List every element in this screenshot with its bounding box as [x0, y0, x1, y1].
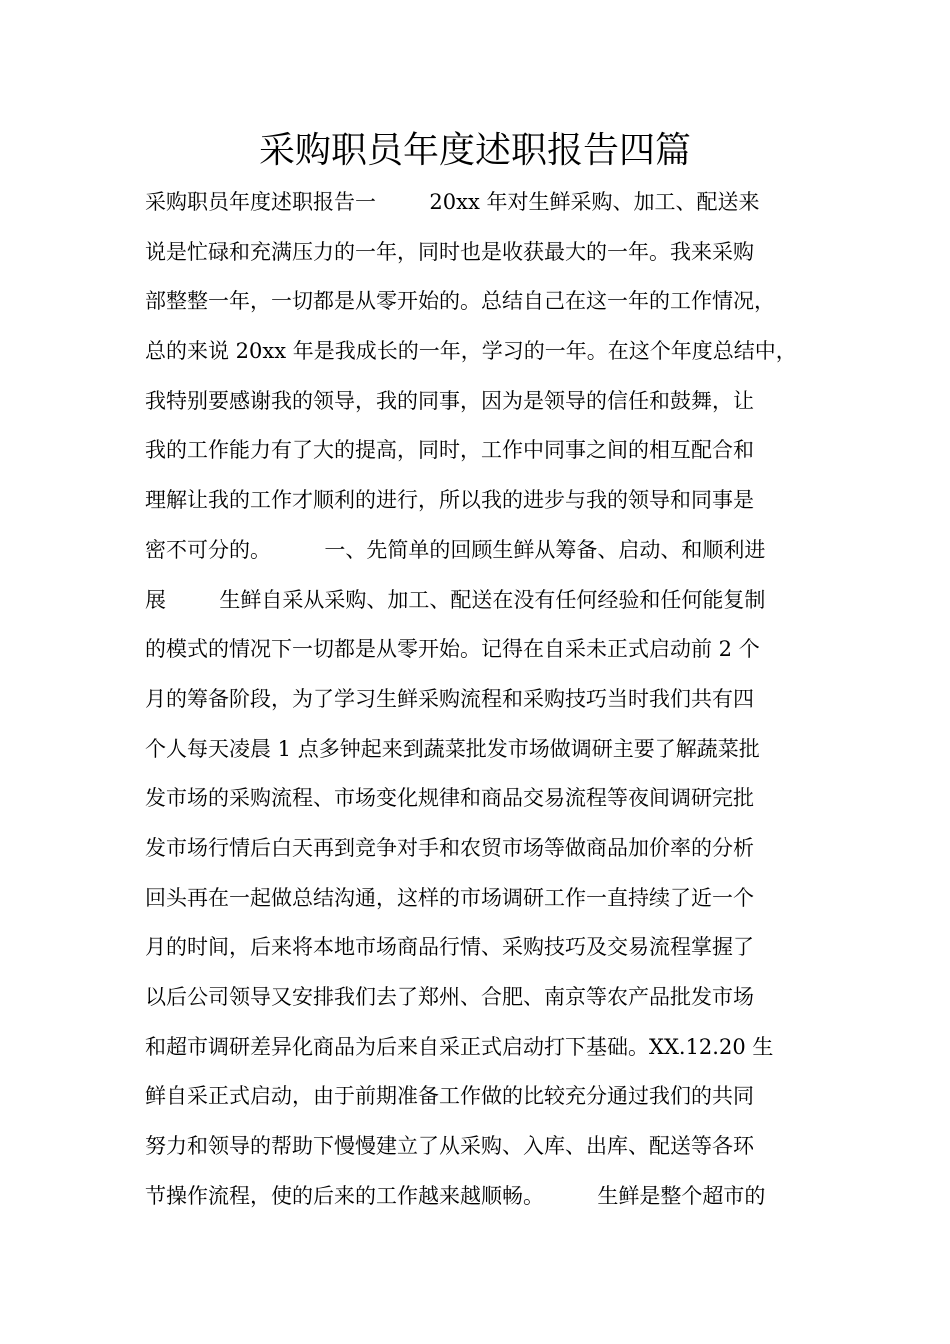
body-line: 总的来说 20xx 年是我成长的一年，学习的一年。在这个年度总结中，: [145, 339, 797, 364]
body-line: 努力和领导的帮助下慢慢建立了从采购、入库、出库、配送等各环: [145, 1134, 754, 1159]
document-body: [145, 178, 835, 1221]
body-line: 我的工作能力有了大的提高，同时，工作中同事之间的相互配合和: [145, 438, 754, 463]
body-line: 部整整一年，一切都是从零开始的。总结自己在这一年的工作情况，: [145, 289, 775, 314]
body-line: 以后公司领导又安排我们去了郑州、合肥、南京等农产品批发市场: [145, 985, 754, 1009]
body-line: 采购职员年度述职报告一 20xx 年对生鲜采购、加工、配送来: [145, 190, 760, 214]
body-line: 密不可分的。 一、先简单的回顾生鲜从筹备、启动、和顺利进: [145, 537, 766, 562]
body-line: 发市场的采购流程、市场变化规律和商品交易流程等夜间调研完批: [145, 786, 754, 811]
body-line: 节操作流程，使的后来的工作越来越顺畅。 生鲜是整个超市的: [145, 1183, 766, 1208]
body-line: 发市场行情后白天再到竞争对手和农贸市场等做商品加价率的分析: [145, 835, 754, 860]
body-line: 回头再在一起做总结沟通，这样的市场调研工作一直持续了近一个: [145, 885, 754, 910]
body-line: 我特别要感谢我的领导，我的同事，因为是领导的信任和鼓舞，让: [145, 388, 754, 413]
body-line: 展 生鲜自采从采购、加工、配送在没有任何经验和任何能复制: [145, 587, 766, 612]
document-title: 采购职员年度述职报告四篇: [258, 130, 691, 171]
body-line: 月的时间，后来将本地市场商品行情、采购技巧及交易流程掌握了: [145, 935, 754, 960]
body-line: 个人每天凌晨 1 点多钟起来到蔬菜批发市场做调研主要了解蔬菜批: [145, 736, 760, 761]
body-line: 月的筹备阶段，为了学习生鲜采购流程和采购技巧当时我们共有四: [145, 686, 754, 711]
body-line: 的模式的情况下一切都是从零开始。记得在自采未正式启动前 2 个: [145, 637, 760, 662]
body-line: 理解让我的工作才顺利的进行，所以我的进步与我的领导和同事是: [145, 488, 754, 513]
body-line: 和超市调研差异化商品为后来自采正式启动打下基础。XX.12.20 生: [145, 1034, 774, 1059]
body-line: 说是忙碌和充满压力的一年，同时也是收获最大的一年。我来采购: [145, 239, 754, 264]
body-line: 鲜自采正式启动，由于前期准备工作做的比较充分通过我们的共同: [145, 1084, 754, 1109]
